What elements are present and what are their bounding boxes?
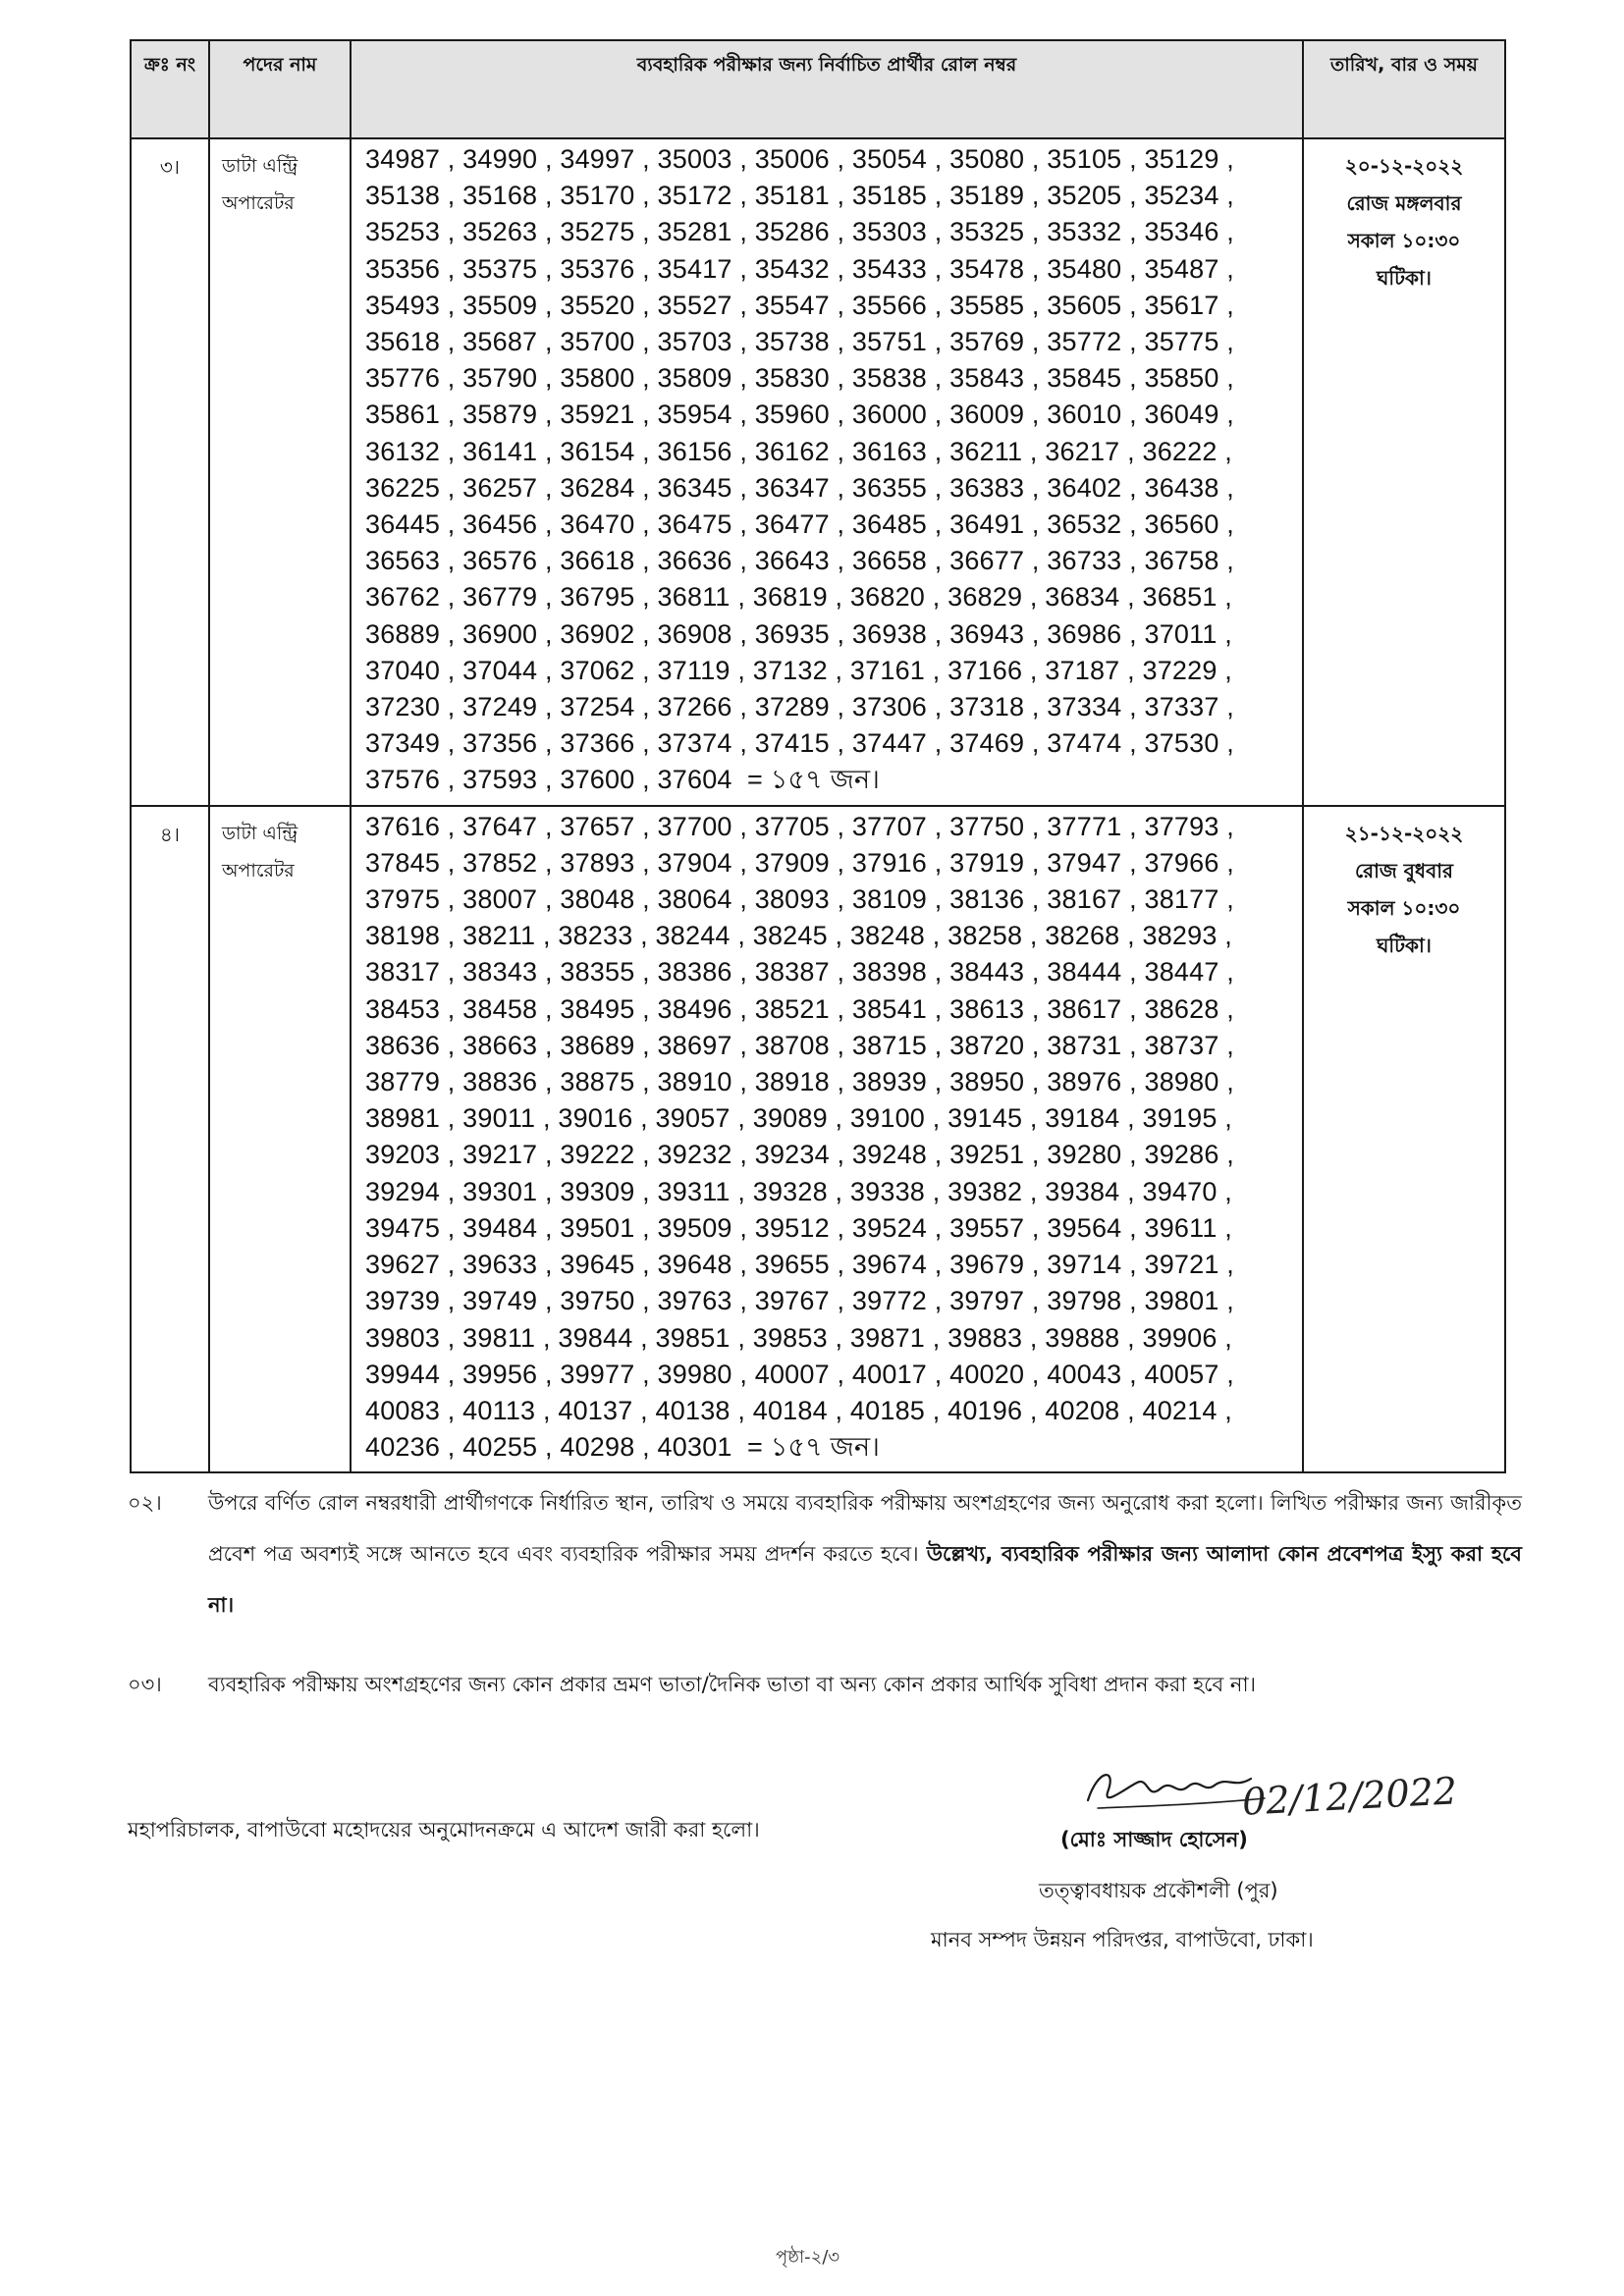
- roll-number-line: 40083 , 40113 , 40137 , 40138 , 40184 , 40185 , 40196 , 40208 , 40214 ,: [365, 1395, 1232, 1425]
- roll-number-line: 36132 , 36141 , 36154 , 36156 , 36162 , 36163 , 36211 , 36217 , 36222 ,: [365, 436, 1232, 466]
- roll-number-line: 35618 , 35687 , 35700 , 35703 , 35738 , 35751 , 35769 , 35772 , 35775 ,: [365, 327, 1234, 357]
- roll-number-line: 36445 , 36456 , 36470 , 36475 , 36477 , 36485 , 36491 , 36532 , 36560 ,: [365, 509, 1234, 540]
- table-row: [131, 138, 1505, 806]
- roll-number-line: 36762 , 36779 , 36795 , 36811 , 36819 , 36820 , 36829 , 36834 , 36851 ,: [365, 582, 1232, 613]
- page-number: পৃষ্ঠা-২/৩: [776, 2247, 840, 2268]
- roll-number-line: 39475 , 39484 , 39501 , 39509 , 39512 , 39524 , 39557 , 39564 , 39611 ,: [365, 1212, 1232, 1243]
- note-bold-text: উল্লেখ্য, ব্যবহারিক পরীক্ষার জন্য আলাদা কোন প্রবেশপত্র ইস্যু করা হবে না।: [208, 1542, 1522, 1617]
- roll-number-line: 38981 , 39011 , 39016 , 39057 , 39089 , 39100 , 39145 , 39184 , 39195 ,: [365, 1103, 1232, 1134]
- roll-number-line: 35861 , 35879 , 35921 , 35954 , 35960 , 36000 , 36009 , 36010 , 36049 ,: [365, 400, 1234, 430]
- roll-number-line: 37576 , 37593 , 37600 , 37604 = ১৫৭ জন।: [365, 765, 881, 795]
- row-roll-numbers: [351, 138, 1303, 806]
- roll-number-line: 35493 , 35509 , 35520 , 35527 , 35547 , 35566 , 35585 , 35605 , 35617 ,: [365, 290, 1234, 320]
- roll-number-line: 39203 , 39217 , 39222 , 39232 , 39234 , 39248 , 39251 , 39280 , 39286 ,: [365, 1140, 1234, 1170]
- schedule-line: ২১-১২-২০২২: [1344, 821, 1464, 845]
- signatory-name: (মোঃ সাজ্জাদ হোসেন): [1060, 1828, 1248, 1851]
- header-post: পদের নাম: [209, 40, 351, 138]
- schedule-line: ঘটিকা।: [1377, 266, 1432, 290]
- roll-number-line: 39627 , 39633 , 39645 , 39648 , 39655 , 39674 , 39679 , 39714 , 39721 ,: [365, 1250, 1234, 1280]
- schedule-line: ঘটিকা।: [1377, 933, 1432, 957]
- row-schedule: [1303, 138, 1505, 806]
- roll-number-line: 35253 , 35263 , 35275 , 35281 , 35286 , 35303 , 35325 , 35332 , 35346 ,: [365, 217, 1234, 247]
- roll-number-line: 36889 , 36900 , 36902 , 36908 , 36935 , 36938 , 36943 , 36986 , 37011 ,: [365, 618, 1232, 649]
- table-row: [131, 806, 1505, 1473]
- roll-number-line: 37349 , 37356 , 37366 , 37374 , 37415 , 37447 , 37469 , 37474 , 37530 ,: [365, 728, 1234, 759]
- signature-date: 02/12/2022: [1240, 1769, 1459, 1824]
- table-body: [131, 138, 1505, 1472]
- roll-number-line: 35776 , 35790 , 35800 , 35809 , 35830 , 35838 , 35843 , 35845 , 35850 ,: [365, 363, 1234, 394]
- roll-number-line: 37845 , 37852 , 37893 , 37904 , 37909 , 37916 , 37919 , 37947 , 37966 ,: [365, 847, 1234, 878]
- roll-number-line: 34987 , 34990 , 34997 , 35003 , 35006 , 35054 , 35080 , 35105 , 35129 ,: [365, 144, 1234, 174]
- row-post-name: ডাটা এন্ট্রি অপারেটর: [209, 806, 351, 1473]
- header-serial: ক্রঃ নং: [131, 40, 209, 138]
- signatory-designation: তত্ত্বাবধায়ক প্রকৌশলী (পুর): [1039, 1879, 1278, 1902]
- note-number: ০৩।: [128, 1673, 162, 1696]
- roll-number-line: 38317 , 38343 , 38355 , 38386 , 38387 , 38398 , 38443 , 38444 , 38447 ,: [365, 957, 1234, 988]
- roll-number-line: 37230 , 37249 , 37254 , 37266 , 37289 , 37306 , 37318 , 37334 , 37337 ,: [365, 692, 1234, 722]
- schedule-line: রোজ মঙ্গলবার: [1346, 191, 1462, 215]
- row-serial: ৩।: [131, 138, 209, 806]
- roll-number-line: 37975 , 38007 , 38048 , 38064 , 38093 , 38109 , 38136 , 38167 , 38177 ,: [365, 884, 1234, 915]
- schedule-line: সকাল ১০:৩০: [1347, 895, 1461, 920]
- note-text: উপরে বর্ণিত রোল নম্বরধারী প্রার্থীগণকে নির্ধারিত স্থান, তারিখ ও সময়ে ব্যবহারিক পরীক্ষায় অংশগ্রহণের জন্য অনুরোধ করা হলো। লিখিত পরীক্ষার জন্য জারীকৃত প্রবেশ পত্র অবশ্যই সঙ্গে আনতে হবে এবং ব্যবহারিক পরীক্ষার সময় প্রদর্শন করতে হবে।: [208, 1491, 1522, 1566]
- note-text: ব্যবহারিক পরীক্ষায় অংশগ্রহণের জন্য কোন প্রকার ভ্রমণ ভাতা/দৈনিক ভাতা বা অন্য কোন প্রকার আর্থিক সুবিধা প্রদান করা হবে না।: [208, 1673, 1257, 1696]
- schedule-line: সকাল ১০:৩০: [1347, 229, 1461, 252]
- note-03: [128, 1659, 1522, 1710]
- roll-number-line: 39803 , 39811 , 39844 , 39851 , 39853 , 39871 , 39883 , 39888 , 39906 ,: [365, 1322, 1232, 1353]
- note-body: [208, 1477, 1522, 1630]
- roll-number-line: 38779 , 38836 , 38875 , 38910 , 38918 , 38939 , 38950 , 38976 , 38980 ,: [365, 1067, 1234, 1097]
- roll-number-line: 40236 , 40255 , 40298 , 40301 = ১৫৭ জন।: [365, 1432, 881, 1463]
- note-body: [208, 1659, 1522, 1710]
- row-roll-numbers: [351, 806, 1303, 1473]
- header-roll: ব্যবহারিক পরীক্ষার জন্য নির্বাচিত প্রার্থীর রোল নম্বর: [351, 40, 1303, 138]
- signatory-office: মানব সম্পদ উন্নয়ন পরিদপ্তর, বাপাউবো, ঢাকা।: [931, 1928, 1314, 1951]
- roll-number-table: [130, 39, 1506, 1473]
- table-header-row: [131, 40, 1505, 138]
- roll-number-line: 35356 , 35375 , 35376 , 35417 , 35432 , 35433 , 35478 , 35480 , 35487 ,: [365, 253, 1234, 284]
- roll-number-line: 37040 , 37044 , 37062 , 37119 , 37132 , 37161 , 37166 , 37187 , 37229 ,: [365, 655, 1232, 685]
- schedule-line: ২০-১২-২০২২: [1344, 154, 1464, 178]
- roll-number-line: 39739 , 39749 , 39750 , 39763 , 39767 , 39772 , 39797 , 39798 , 39801 ,: [365, 1286, 1234, 1316]
- roll-number-line: 36225 , 36257 , 36284 , 36345 , 36347 , 36355 , 36383 , 36402 , 36438 ,: [365, 472, 1234, 503]
- note-02: [128, 1477, 1522, 1630]
- roll-number-line: 37616 , 37647 , 37657 , 37700 , 37705 , 37707 , 37750 , 37771 , 37793 ,: [365, 811, 1234, 841]
- approval-statement: মহাপরিচালক, বাপাউবো মহোদয়ের অনুমোদনক্রমে এ আদেশ জারী করা হলো।: [128, 1818, 760, 1842]
- row-serial: ৪।: [131, 806, 209, 1473]
- row-schedule: [1303, 806, 1505, 1473]
- roll-number-line: 38453 , 38458 , 38495 , 38496 , 38521 , 38541 , 38613 , 38617 , 38628 ,: [365, 993, 1234, 1024]
- roll-number-line: 38636 , 38663 , 38689 , 38697 , 38708 , 38715 , 38720 , 38731 , 38737 ,: [365, 1030, 1234, 1060]
- schedule-line: রোজ বুধবার: [1354, 858, 1454, 882]
- header-schedule: তারিখ, বার ও সময়: [1303, 40, 1505, 138]
- roll-number-line: 38198 , 38211 , 38233 , 38244 , 38245 , 38248 , 38258 , 38268 , 38293 ,: [365, 921, 1232, 951]
- roll-number-line: 39294 , 39301 , 39309 , 39311 , 39328 , 39338 , 39382 , 39384 , 39470 ,: [365, 1176, 1232, 1206]
- note-number: ০২।: [128, 1491, 162, 1515]
- roll-number-line: 39944 , 39956 , 39977 , 39980 , 40007 , 40017 , 40020 , 40043 , 40057 ,: [365, 1359, 1234, 1389]
- roll-number-line: 36563 , 36576 , 36618 , 36636 , 36643 , 36658 , 36677 , 36733 , 36758 ,: [365, 546, 1234, 576]
- row-post-name: ডাটা এন্ট্রি অপারেটর: [209, 138, 351, 806]
- roll-number-line: 35138 , 35168 , 35170 , 35172 , 35181 , 35185 , 35189 , 35205 , 35234 ,: [365, 181, 1234, 211]
